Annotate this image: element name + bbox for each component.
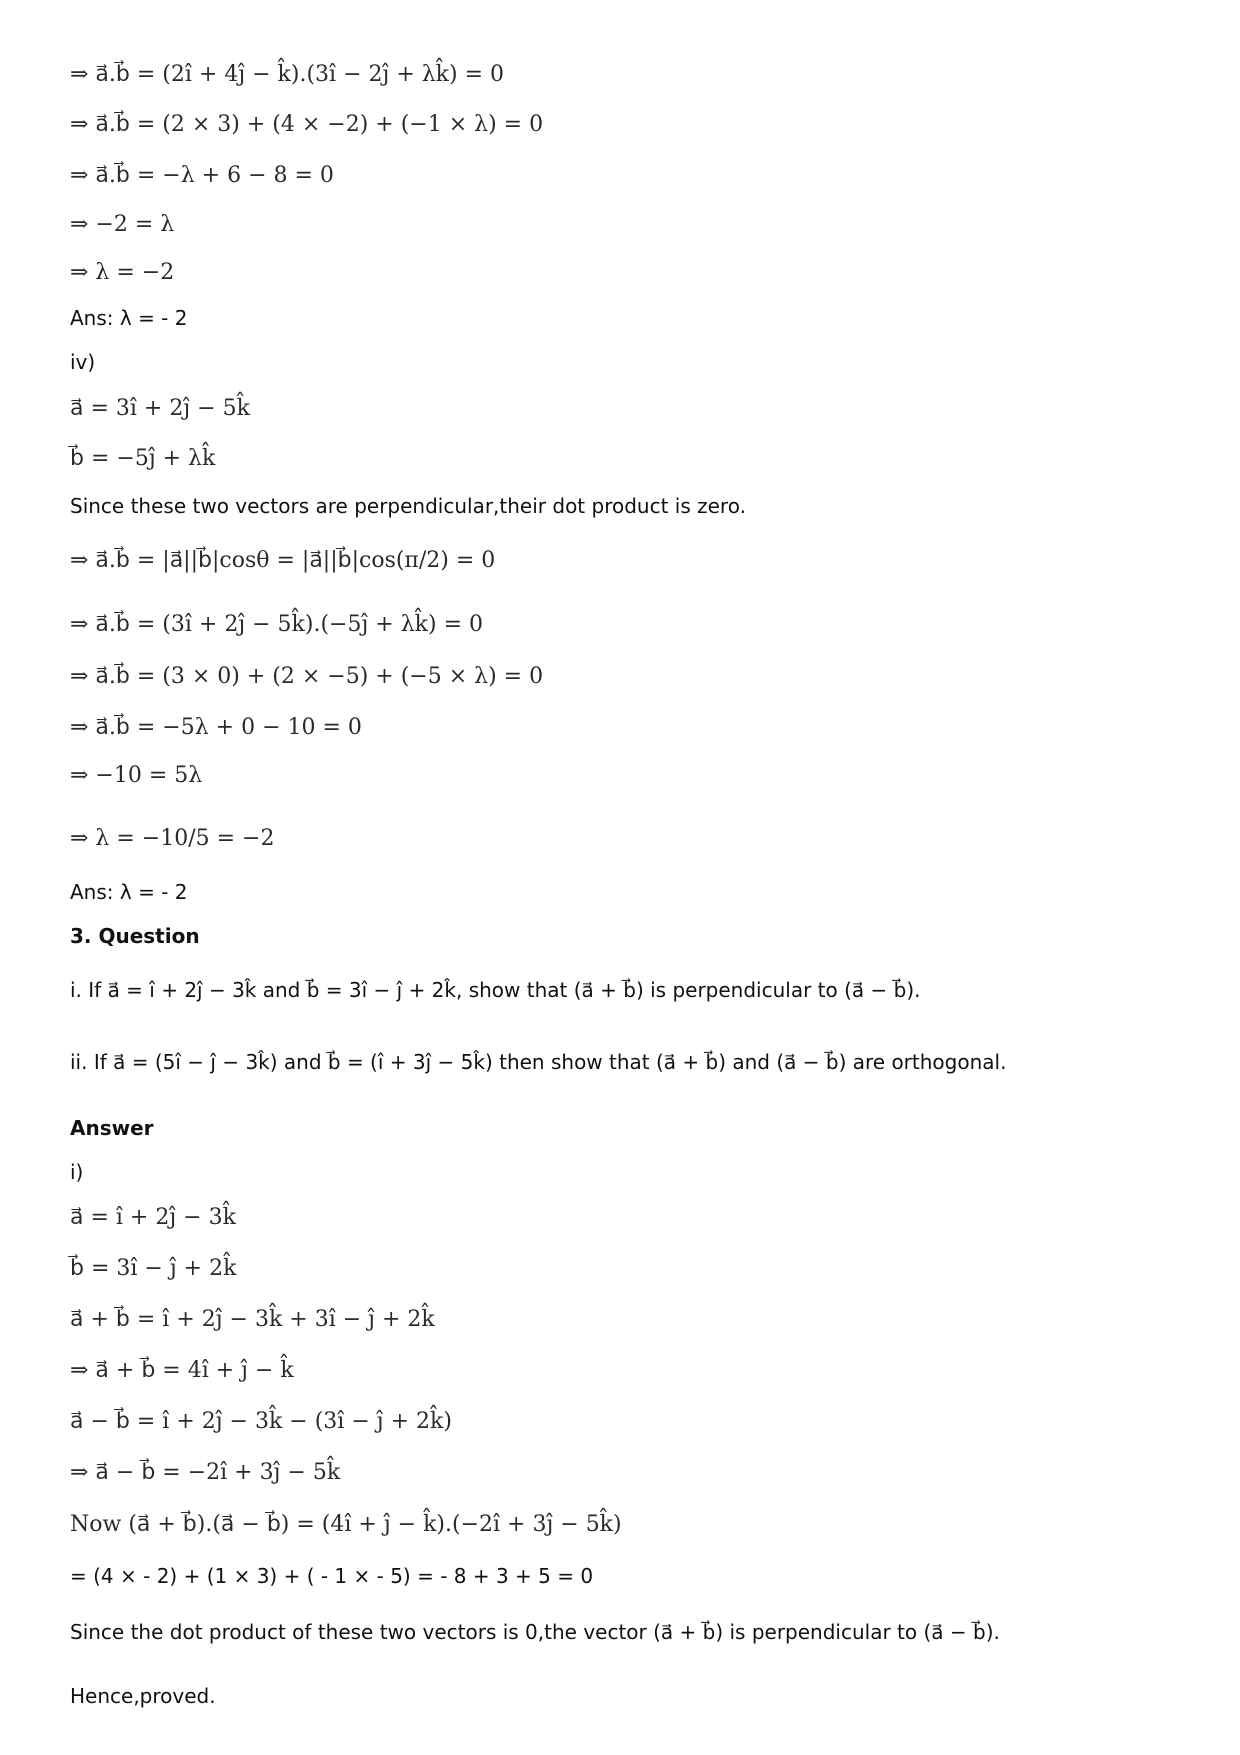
line-31: Since the dot product of these two vectors is 0,the vector (a⃗ + b⃗) is perpendicular to (a⃗ − b⃗). (70, 1620, 1000, 1644)
line-5: ⇒ λ = −2 (70, 260, 175, 285)
line-15: ⇒ −10 = 5λ (70, 763, 203, 788)
line-32: Hence,proved. (70, 1684, 216, 1708)
line-26: ⇒ a⃗ + b⃗ = 4î + ĵ − k̂ (70, 1358, 294, 1383)
question-heading: 3. Question (70, 924, 200, 948)
line-28: ⇒ a⃗ − b⃗ = −2î + 3ĵ − 5k̂ (70, 1460, 341, 1485)
line-3: ⇒ a⃗.b⃗ = −λ + 6 − 8 = 0 (70, 163, 334, 188)
line-17: Ans: λ = - 2 (70, 880, 188, 904)
line-9: b⃗ = −5ĵ + λk̂ (70, 446, 216, 471)
line-23: a⃗ = î + 2ĵ − 3k̂ (70, 1205, 236, 1230)
line-13: ⇒ a⃗.b⃗ = (3 × 0) + (2 × −5) + (−5 × λ) = 0 (70, 664, 544, 689)
line-11: ⇒ a⃗.b⃗ = |a⃗||b⃗|cosθ = |a⃗||b⃗|cos(π/2) = 0 (70, 548, 496, 573)
line-29: Now (a⃗ + b⃗).(a⃗ − b⃗) = (4î + ĵ − k̂).(−2î + 3ĵ − 5k̂) (70, 1512, 622, 1537)
line-2: ⇒ a⃗.b⃗ = (2 × 3) + (4 × −2) + (−1 × λ) = 0 (70, 112, 544, 137)
line-14: ⇒ a⃗.b⃗ = −5λ + 0 − 10 = 0 (70, 715, 362, 740)
line-4: ⇒ −2 = λ (70, 212, 175, 237)
line-25: a⃗ + b⃗ = î + 2ĵ − 3k̂ + 3î − ĵ + 2k̂ (70, 1307, 435, 1332)
line-30: = (4 × - 2) + (1 × 3) + ( - 1 × - 5) = - 8 + 3 + 5 = 0 (70, 1564, 594, 1588)
line-24: b⃗ = 3î − ĵ + 2k̂ (70, 1256, 237, 1281)
line-16: ⇒ λ = −10/5 = −2 (70, 826, 275, 851)
line-10: Since these two vectors are perpendicular,their dot product is zero. (70, 494, 746, 518)
line-12: ⇒ a⃗.b⃗ = (3î + 2ĵ − 5k̂).(−5ĵ + λk̂) = 0 (70, 612, 483, 637)
line-22: i) (70, 1160, 84, 1184)
answer-heading: Answer (70, 1116, 154, 1140)
line-7: iv) (70, 350, 96, 374)
question-part-i: i. If a⃗ = î + 2ĵ − 3k̂ and b⃗ = 3î − ĵ + 2k̂, show that (a⃗ + b⃗) is perpendicular to (a⃗ − b⃗). (70, 978, 921, 1002)
line-8: a⃗ = 3î + 2ĵ − 5k̂ (70, 396, 250, 421)
question-part-ii: ii. If a⃗ = (5î − ĵ − 3k̂) and b⃗ = (î + 3ĵ − 5k̂) then show that (a⃗ + b⃗) and (a⃗ − b⃗) are orthogonal. (70, 1050, 1007, 1074)
line-27: a⃗ − b⃗ = î + 2ĵ − 3k̂ − (3î − ĵ + 2k̂) (70, 1409, 452, 1434)
line-1: ⇒ a⃗.b⃗ = (2î + 4ĵ − k̂).(3î − 2ĵ + λk̂) = 0 (70, 62, 505, 87)
line-6: Ans: λ = - 2 (70, 306, 188, 330)
